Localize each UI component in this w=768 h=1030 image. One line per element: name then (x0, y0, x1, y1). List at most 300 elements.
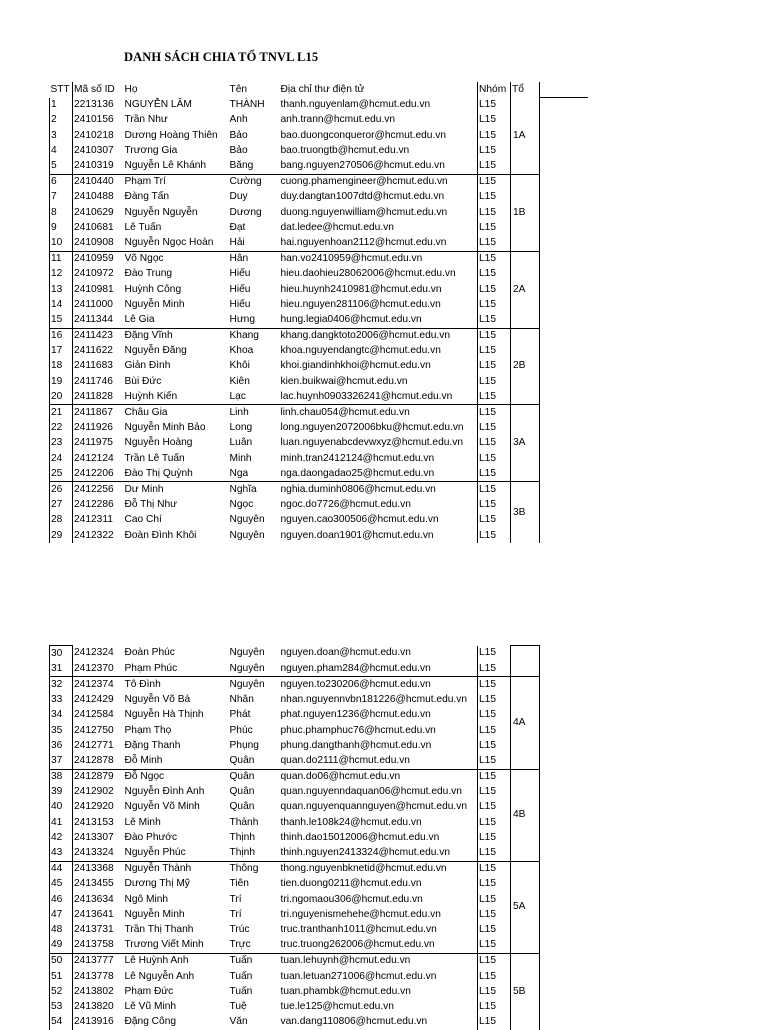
row-id: 2413641 (74, 908, 114, 920)
row-ten: Tuệ (229, 1000, 247, 1012)
row-email: dat.ledee@hcmut.edu.vn (280, 221, 394, 233)
row-ten: Dương (229, 206, 262, 218)
table-row (50, 297, 588, 312)
row-ho: Đoàn Phúc (124, 647, 175, 659)
row-ten: Quân (229, 771, 255, 783)
row-ho: Nguyễn Phúc (124, 845, 229, 861)
row-stt: 46 (50, 892, 73, 907)
row-email: nguyen.doan1901@hcmut.edu.vn (280, 529, 434, 541)
row-id: 2411000 (74, 298, 113, 310)
row-stt: 18 (50, 359, 73, 374)
document-title: DANH SÁCH CHIA TỔ TNVL L15 (124, 50, 319, 64)
row-email: quan.nguyenquannguyen@hcmut.edu.vn (280, 801, 468, 813)
row-id: 2413455 (74, 878, 114, 890)
row-ten: Thành (229, 816, 259, 828)
row-id: 2412879 (74, 771, 114, 783)
row-stt: 27 (50, 498, 73, 513)
row-ten: Ngọc (229, 499, 254, 511)
row-email: cuong.phamengineer@hcmut.edu.vn (280, 176, 448, 188)
row-email: quan.nguyenndaquan06@hcmut.edu.vn (280, 786, 462, 798)
table-row (50, 693, 588, 708)
row-stt: 8 (50, 205, 73, 220)
row-ho: Lê Huỳnh Anh (124, 955, 189, 967)
table-row (50, 984, 588, 999)
row-id: 2412750 (74, 724, 114, 736)
row-email: thanh.le108k24@hcmut.edu.vn (280, 816, 422, 828)
row-nhom: L15 (478, 861, 511, 877)
row-ho: Nguyễn Minh (124, 298, 185, 310)
row-id: 2410156 (74, 114, 114, 126)
row-stt: 54 (50, 1015, 73, 1030)
row-id: 2410218 (74, 129, 114, 141)
group-to-cell: 1B (511, 174, 540, 251)
row-ho: Huỳnh Kiến (124, 389, 229, 405)
row-ho: Nguyễn Lê Khánh (124, 158, 229, 174)
row-nhom: L15 (478, 984, 511, 999)
row-nhom: L15 (478, 421, 511, 436)
row-stt: 44 (50, 861, 73, 877)
row-ho: Nguyễn Võ Minh (124, 801, 200, 813)
row-id: 2410981 (74, 283, 114, 295)
row-email: tri.nguyenismehehe@hcmut.edu.vn (280, 908, 441, 920)
row-email: nghia.duminh0806@hcmut.edu.vn (280, 483, 436, 495)
table-row (50, 344, 588, 359)
row-nhom: L15 (478, 907, 511, 922)
row-nhom: L15 (478, 661, 511, 677)
table-row (50, 451, 588, 466)
table-row (50, 861, 588, 877)
group-to-cell: 2B (511, 328, 540, 405)
table-row (50, 830, 588, 845)
row-stt: 38 (50, 769, 73, 785)
row-id: 2410319 (73, 158, 124, 174)
row-ho: NGUYỄN LÂM (124, 99, 192, 111)
table-row (50, 143, 588, 158)
row-nhom: L15 (478, 174, 511, 190)
table-row (50, 922, 588, 937)
table-row (50, 436, 588, 451)
row-ho: Châu Gia (124, 407, 168, 419)
row-id: 2412286 (74, 499, 114, 511)
row-stt: 39 (50, 785, 73, 800)
row-nhom: L15 (478, 800, 511, 815)
row-stt: 37 (50, 753, 73, 769)
row-id: 2213136 (74, 99, 114, 111)
row-ho: Đặng Thanh (124, 739, 181, 751)
row-id: 2410440 (74, 176, 114, 188)
row-email: hieu.daohieu28062006@hcmut.edu.vn (280, 268, 456, 280)
row-stt: 22 (50, 421, 73, 436)
row-ho: Phạm Đức (124, 985, 174, 997)
table-row (50, 892, 588, 907)
header-row (50, 82, 588, 98)
row-email: nga.daongadao25@hcmut.edu.vn (280, 466, 478, 482)
row-ten: Nguyên (229, 514, 265, 526)
row-id: 2410908 (73, 235, 124, 251)
row-stt: 49 (50, 938, 73, 954)
header-stt: STT (50, 82, 73, 98)
table-row (50, 907, 588, 922)
row-nhom: L15 (478, 251, 511, 267)
row-email: duong.nguyenwilliam@hcmut.edu.vn (280, 206, 448, 218)
row-stt: 7 (50, 190, 73, 205)
row-email: luan.nguyenabcdevwxyz@hcmut.edu.vn (280, 437, 464, 449)
row-email: truc.truong262006@hcmut.edu.vn (280, 938, 478, 954)
row-email: hieu.nguyen281106@hcmut.edu.vn (280, 298, 441, 310)
row-ho: Đỗ Ngọc (124, 771, 165, 783)
row-stt: 45 (50, 877, 73, 892)
row-id: 2411344 (73, 312, 124, 328)
row-ho: Giản Đình (124, 360, 171, 372)
table-row (50, 190, 588, 205)
table-row (50, 328, 588, 344)
row-stt: 15 (50, 312, 73, 328)
row-stt: 52 (50, 984, 73, 999)
row-email: nguyen.to230206@hcmut.edu.vn (280, 678, 431, 690)
row-ho: Nguyễn Đình Anh (124, 786, 205, 798)
row-nhom: L15 (478, 113, 511, 128)
row-id: 2412584 (74, 709, 114, 721)
row-email: hai.nguyenhoan2112@hcmut.edu.vn (280, 235, 478, 251)
row-ho: Trần Thị Thanh (124, 923, 194, 935)
row-ten: Nguyên (229, 678, 265, 690)
row-ten: Luân (229, 437, 253, 449)
row-ten: Thịnh (229, 831, 255, 843)
row-ten: Đạt (229, 221, 246, 233)
row-email: bao.truongtb@hcmut.edu.vn (280, 144, 410, 156)
table-row (50, 646, 588, 662)
row-ho: Đàng Tấn (124, 191, 170, 203)
row-nhom: L15 (478, 708, 511, 723)
table-row (50, 158, 588, 174)
row-ten: Minh (229, 452, 252, 464)
table-row (50, 205, 588, 220)
row-nhom: L15 (478, 405, 511, 421)
table-row (50, 405, 588, 421)
table-row (50, 174, 588, 190)
row-nhom: L15 (478, 513, 511, 528)
row-stt: 3 (50, 128, 73, 143)
row-id: 2411622 (74, 345, 113, 357)
row-ten: Quân (229, 786, 255, 798)
row-nhom: L15 (478, 482, 511, 498)
row-stt: 24 (50, 451, 73, 466)
row-stt: 41 (50, 815, 73, 830)
row-id: 2413778 (74, 970, 114, 982)
row-ho: Phạm Phúc (124, 661, 229, 677)
group-to-cell (511, 646, 540, 677)
row-ho: Dư Minh (124, 483, 164, 495)
table-row (50, 251, 588, 267)
row-nhom: L15 (478, 693, 511, 708)
table-row (50, 220, 588, 235)
row-email: bang.nguyen270506@hcmut.edu.vn (280, 158, 478, 174)
row-email: ngoc.do7726@hcmut.edu.vn (280, 499, 411, 511)
row-id: 2412878 (73, 753, 124, 769)
row-id: 2412322 (74, 529, 114, 541)
row-ten: Cường (229, 176, 262, 188)
table-row (50, 708, 588, 723)
row-stt: 35 (50, 723, 73, 738)
row-ho: Dương Hoàng Thiên (124, 129, 218, 141)
table-row (50, 953, 588, 969)
row-ten: Hưng (229, 312, 280, 328)
row-ten: Tuấn (229, 985, 253, 997)
row-email: thinh.nguyen2413324@hcmut.edu.vn (280, 845, 478, 861)
row-ten: Thịnh (229, 845, 280, 861)
row-nhom: L15 (478, 466, 511, 482)
row-nhom: L15 (478, 312, 511, 328)
row-id: 2413368 (74, 863, 114, 875)
row-stt: 30 (50, 646, 73, 662)
group-to-cell: 2A (511, 251, 540, 328)
row-id: 2412429 (74, 694, 114, 706)
row-nhom: L15 (478, 646, 511, 662)
header-to: Tổ (511, 82, 540, 98)
row-email: minh.tran2412124@hcmut.edu.vn (280, 452, 435, 464)
row-stt: 12 (50, 267, 73, 282)
row-ten: Anh (229, 114, 248, 126)
table-row (50, 969, 588, 984)
group-to-cell: 3B (511, 482, 540, 543)
row-ten: Lạc (229, 389, 280, 405)
row-email: duy.dangtan1007dtd@hcmut.edu.vn (280, 191, 445, 203)
row-ho: Phạm Trí (124, 176, 166, 188)
header-email: Địa chỉ thư điện tử (280, 83, 365, 95)
row-ten: Bảo (229, 129, 248, 141)
row-email: nguyen.pham284@hcmut.edu.vn (280, 661, 478, 677)
table-row (50, 938, 588, 954)
row-stt: 31 (50, 661, 73, 677)
table-row (50, 677, 588, 693)
row-id: 2413307 (74, 831, 114, 843)
row-ten: Linh (229, 407, 249, 419)
row-stt: 10 (50, 235, 73, 251)
table-row (50, 661, 588, 677)
row-stt: 42 (50, 830, 73, 845)
row-email: phat.nguyen1236@hcmut.edu.vn (280, 709, 431, 721)
row-ten: Hân (229, 253, 249, 265)
row-email: tri.ngomaou306@hcmut.edu.vn (280, 893, 423, 905)
row-nhom: L15 (478, 723, 511, 738)
row-id: 2412324 (74, 647, 114, 659)
table-row (50, 498, 588, 513)
row-nhom: L15 (478, 374, 511, 389)
row-id: 2413802 (74, 985, 114, 997)
row-ho: Đào Trung (124, 268, 173, 280)
row-stt: 25 (50, 466, 73, 482)
row-ho: Nguyễn Hà Thịnh (124, 709, 204, 721)
row-email: phuc.phamphuc76@hcmut.edu.vn (280, 724, 436, 736)
row-id: 2410629 (74, 206, 114, 218)
row-nhom: L15 (478, 922, 511, 937)
row-ten: Bảo (229, 144, 248, 156)
row-email: nguyen.doan@hcmut.edu.vn (280, 647, 411, 659)
row-id: 2411867 (74, 407, 113, 419)
row-ho: Ngô Minh (124, 893, 169, 905)
row-stt: 43 (50, 845, 73, 861)
row-id: 2413820 (74, 1000, 114, 1012)
row-ho: Huỳnh Công (124, 283, 182, 295)
row-ten: Khoa (229, 345, 254, 357)
row-nhom: L15 (478, 328, 511, 344)
header-ho: Họ (124, 83, 138, 95)
row-stt: 6 (50, 174, 73, 190)
row-ten: Tuấn (229, 970, 253, 982)
row-stt: 11 (50, 251, 73, 267)
group-to-cell: 1A (511, 98, 540, 174)
row-nhom: L15 (478, 969, 511, 984)
row-stt: 14 (50, 297, 73, 312)
row-id: 2413634 (74, 893, 114, 905)
row-ten: Hải (229, 235, 280, 251)
row-ten: Thông (229, 863, 259, 875)
row-stt: 1 (50, 98, 73, 113)
row-ho: Lê Gia (124, 312, 229, 328)
group-to-cell: 4B (511, 769, 540, 861)
row-ho: Lê Vũ Minh (124, 1000, 177, 1012)
row-email: long.nguyen2072006bku@hcmut.edu.vn (280, 422, 464, 434)
table-row (50, 389, 588, 405)
table-row (50, 466, 588, 482)
group-to-cell: 3A (511, 405, 540, 482)
roster-table-page-2 (49, 645, 588, 1030)
table-row (50, 235, 588, 251)
row-nhom: L15 (478, 190, 511, 205)
row-id: 2413731 (74, 923, 114, 935)
row-ten: Nhân (229, 694, 254, 706)
row-ten: Tiên (229, 878, 249, 890)
row-id: 2413758 (73, 938, 124, 954)
row-ho: Lê Nguyễn Anh (124, 970, 195, 982)
row-stt: 9 (50, 220, 73, 235)
row-stt: 4 (50, 143, 73, 158)
row-nhom: L15 (478, 98, 511, 113)
row-nhom: L15 (478, 128, 511, 143)
row-nhom: L15 (478, 143, 511, 158)
row-ho: Nguyễn Thành (124, 863, 192, 875)
table-row (50, 815, 588, 830)
row-email: hung.legia0406@hcmut.edu.vn (280, 312, 478, 328)
row-nhom: L15 (478, 297, 511, 312)
row-id: 2412311 (74, 514, 113, 526)
row-id: 2411975 (74, 437, 113, 449)
row-ho: Nguyễn Hoàng (124, 437, 193, 449)
row-email: tuan.letuan271006@hcmut.edu.vn (280, 970, 437, 982)
roster-body-page-1 (50, 98, 588, 543)
row-nhom: L15 (478, 528, 511, 543)
row-stt: 13 (50, 282, 73, 297)
row-ho: Trần Như (124, 114, 168, 126)
row-ho: Đào Thị Quỳnh (124, 466, 229, 482)
row-ho: Nguyễn Võ Bá (124, 694, 191, 706)
row-email: tuan.phambk@hcmut.edu.vn (280, 985, 411, 997)
row-nhom: L15 (478, 235, 511, 251)
row-nhom: L15 (478, 677, 511, 693)
roster-body-page-2 (50, 646, 588, 1030)
row-ten: Duy (229, 191, 248, 203)
row-nhom: L15 (478, 389, 511, 405)
row-ten: Tuấn (229, 955, 253, 967)
row-ten: Quân (229, 801, 255, 813)
row-email: truc.tranthanh1011@hcmut.edu.vn (280, 923, 437, 935)
row-nhom: L15 (478, 999, 511, 1014)
row-ten: Nghĩa (229, 483, 257, 495)
row-nhom: L15 (478, 830, 511, 845)
row-nhom: L15 (478, 753, 511, 769)
row-id: 2410959 (74, 253, 114, 265)
row-stt: 5 (50, 158, 73, 174)
row-ho: Nguyễn Minh (124, 908, 185, 920)
row-email: thong.nguyenbknetid@hcmut.edu.vn (280, 863, 447, 875)
row-nhom: L15 (478, 785, 511, 800)
group-to-cell: 5B (511, 953, 540, 1029)
row-email: tuan.lehuynh@hcmut.edu.vn (280, 955, 411, 967)
row-email: khang.dangktoto2006@hcmut.edu.vn (280, 330, 451, 342)
row-email: linh.chau054@hcmut.edu.vn (280, 407, 410, 419)
row-ho: Đặng Vĩnh (124, 330, 173, 342)
row-id: 2412902 (74, 786, 114, 798)
row-ho: Trương Viết Minh (124, 938, 229, 954)
row-nhom: L15 (478, 938, 511, 954)
row-ten: Văn (229, 1016, 248, 1028)
header-filler (540, 82, 588, 98)
row-id: 2411683 (74, 360, 113, 372)
row-stt: 34 (50, 708, 73, 723)
row-stt: 20 (50, 389, 73, 405)
table-row (50, 738, 588, 753)
row-stt: 47 (50, 907, 73, 922)
row-ten: Quân (229, 753, 280, 769)
row-nhom: L15 (478, 344, 511, 359)
row-email: khoa.nguyendangtc@hcmut.edu.vn (280, 345, 441, 357)
row-id: 2412124 (74, 452, 114, 464)
row-nhom: L15 (478, 451, 511, 466)
row-email: tue.le125@hcmut.edu.vn (280, 1000, 394, 1012)
row-email: hieu.huynh2410981@hcmut.edu.vn (280, 283, 442, 295)
row-id: 2412771 (74, 739, 114, 751)
row-nhom: L15 (478, 205, 511, 220)
row-ho: Nguyễn Đăng (124, 345, 187, 357)
row-ten: Hiếu (229, 298, 251, 310)
table-row (50, 113, 588, 128)
row-email: anh.trann@hcmut.edu.vn (280, 114, 396, 126)
row-email: thinh.dao15012006@hcmut.edu.vn (280, 831, 440, 843)
row-ho: Nguyễn Nguyễn (124, 206, 198, 218)
row-email: bao.duongconqueror@hcmut.edu.vn (280, 129, 447, 141)
row-ho: Nguyễn Minh Bảo (124, 422, 206, 434)
group-to-cell: 4A (511, 677, 540, 769)
table-row (50, 359, 588, 374)
table-row (50, 845, 588, 861)
row-email: quan.do2111@hcmut.edu.vn (280, 753, 478, 769)
row-ten: Khôi (229, 360, 250, 372)
row-id: 2411423 (74, 330, 113, 342)
row-ten: Nguyên (229, 661, 280, 677)
row-ten: Long (229, 422, 253, 434)
row-email: lac.huynh0903326241@hcmut.edu.vn (280, 389, 478, 405)
row-ho: Lê Tuấn (124, 221, 162, 233)
table-row (50, 312, 588, 328)
row-nhom: L15 (478, 359, 511, 374)
table-row (50, 785, 588, 800)
row-ten: Khang (229, 330, 259, 342)
table-row (50, 98, 588, 113)
row-stt: 26 (50, 482, 73, 498)
row-id: 2410307 (74, 144, 114, 156)
row-id: 2412206 (73, 466, 124, 482)
row-id: 2412920 (74, 801, 114, 813)
